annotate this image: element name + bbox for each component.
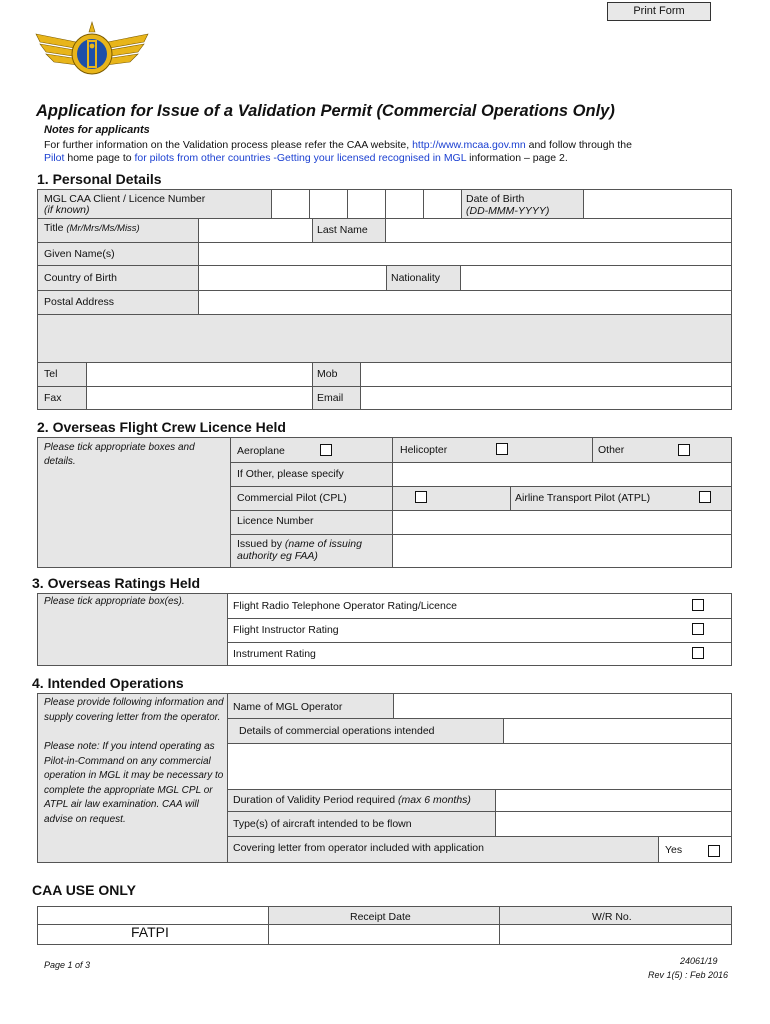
issued-by-note: (name of issuing xyxy=(284,538,362,550)
dob-format-label: (DD-MMM-YYYY) xyxy=(466,205,550,217)
label-cell xyxy=(38,314,731,362)
receipt-date-field[interactable] xyxy=(269,925,498,944)
cpl-label: Commercial Pilot (CPL) xyxy=(237,492,347,504)
wr-number-field[interactable] xyxy=(500,925,731,944)
postal-address-field[interactable] xyxy=(199,291,731,313)
postal-address-label: Postal Address xyxy=(44,296,115,308)
other-label: Other xyxy=(598,444,625,456)
issued-by-text: Issued by xyxy=(237,538,282,550)
col-divider xyxy=(392,437,393,462)
rating-instrument-checkbox[interactable] xyxy=(692,647,704,659)
aircraft-type-field[interactable] xyxy=(496,812,731,835)
dob-label: Date of Birth xyxy=(466,193,525,205)
operator-name-label: Name of MGL Operator xyxy=(233,701,343,713)
title-options: (Mr/Mrs/Ms/Miss) xyxy=(66,223,140,234)
rating-frto-label: Flight Radio Telephone Operator Rating/Licence xyxy=(233,600,457,612)
notes-text: information – page 2. xyxy=(469,152,568,164)
cpl-checkbox[interactable] xyxy=(415,491,427,503)
given-names-field[interactable] xyxy=(199,243,731,264)
nationality-label: Nationality xyxy=(391,272,441,284)
revision: Rev 1(5) : Feb 2016 xyxy=(648,970,729,980)
col-divider xyxy=(312,362,313,410)
nationality-field[interactable] xyxy=(461,266,731,289)
issued-by-label xyxy=(237,538,362,550)
rating-frto-checkbox[interactable] xyxy=(692,599,704,611)
caa-use-only-heading: CAA USE ONLY xyxy=(32,882,136,898)
caa-website-link[interactable]: http://www.mcaa.gov.mn xyxy=(412,139,526,151)
page-number: Page 1 of 3 xyxy=(44,960,91,970)
label-cell xyxy=(231,438,731,462)
notes-line-1 xyxy=(44,139,632,151)
col-divider xyxy=(658,836,659,863)
issued-by-note-2: authority eg FAA) xyxy=(237,550,318,562)
section-1-heading: 1. Personal Details xyxy=(37,171,162,187)
row-divider xyxy=(227,718,732,719)
rating-instrument-label: Instrument Rating xyxy=(233,648,316,660)
row-divider xyxy=(37,314,732,315)
notes-text: home page to xyxy=(67,152,132,164)
col-divider xyxy=(227,593,228,666)
col-divider xyxy=(503,718,504,743)
if-other-label: If Other, please specify xyxy=(237,468,344,480)
client-number-digit-field[interactable] xyxy=(272,190,308,217)
last-name-label: Last Name xyxy=(317,224,368,236)
pilots-other-countries-link[interactable]: for pilots from other countries -Getting your licensed recognised in MGL xyxy=(134,152,467,164)
form-code: 24061/19 xyxy=(680,956,718,966)
email-label: Email xyxy=(317,392,344,404)
row-divider xyxy=(230,486,732,487)
client-number-digit-field[interactable] xyxy=(386,190,422,217)
title-field[interactable] xyxy=(199,219,311,241)
aeroplane-checkbox[interactable] xyxy=(320,444,332,456)
fax-field[interactable] xyxy=(87,387,311,409)
pilot-link[interactable]: Pilot xyxy=(44,152,65,164)
col-divider xyxy=(312,218,313,242)
client-number-digit-field[interactable] xyxy=(424,190,460,217)
issued-by-field[interactable] xyxy=(393,535,731,567)
country-of-birth-field[interactable] xyxy=(199,266,385,289)
section-3-heading: 3. Overseas Ratings Held xyxy=(32,575,201,591)
if-other-field[interactable] xyxy=(393,463,731,485)
operator-name-field[interactable] xyxy=(394,694,731,717)
title-text: Title xyxy=(44,222,64,234)
row-divider xyxy=(227,618,732,619)
section-2-heading: 2. Overseas Flight Crew Licence Held xyxy=(37,419,286,435)
details-label: Details of commercial operations intended xyxy=(239,725,435,737)
wr-number-label: W/R No. xyxy=(592,911,632,923)
atpl-label: Airline Transport Pilot (ATPL) xyxy=(515,492,651,504)
helicopter-label: Helicopter xyxy=(400,444,448,456)
receipt-date-label: Receipt Date xyxy=(350,911,411,923)
other-checkbox[interactable] xyxy=(678,444,690,456)
duration-note: (max 6 months) xyxy=(397,794,471,806)
dob-field[interactable] xyxy=(584,190,731,217)
last-name-field[interactable] xyxy=(386,219,731,241)
notes-text: and follow through the xyxy=(528,139,632,151)
aeroplane-label: Aeroplane xyxy=(237,445,285,457)
row-divider xyxy=(227,836,732,837)
page-title: Application for Issue of a Validation Permit (Commercial Operations Only) xyxy=(36,102,615,120)
ratings-note: Please tick appropriate box(es). xyxy=(44,596,185,607)
tel-label: Tel xyxy=(44,368,58,380)
duration-text: Duration of Validity Period required xyxy=(233,794,396,806)
covering-letter-label: Covering letter from operator included with application xyxy=(233,842,484,854)
helicopter-checkbox[interactable] xyxy=(496,443,508,455)
duration-label xyxy=(233,794,471,806)
mob-label: Mob xyxy=(317,368,338,380)
client-number-label: MGL CAA Client / Licence Number xyxy=(44,193,206,205)
if-known-label: (if known) xyxy=(44,204,90,216)
col-divider xyxy=(230,437,231,568)
licence-note: Please tick appropriate boxes and details. xyxy=(44,442,195,467)
given-names-label: Given Name(s) xyxy=(44,248,115,260)
fatpi-label: FATPI xyxy=(131,924,169,940)
rating-instructor-label: Flight Instructor Rating xyxy=(233,624,339,636)
aircraft-type-label: Type(s) of aircraft intended to be flown xyxy=(233,818,412,830)
caa-logo xyxy=(34,20,150,84)
col-divider xyxy=(386,265,387,290)
print-form-button[interactable]: Print Form xyxy=(607,2,711,21)
duration-field[interactable] xyxy=(496,790,731,810)
fax-label: Fax xyxy=(44,392,62,404)
operations-note-1: Please provide following information and supply covering letter from the operator. xyxy=(44,697,224,723)
col-divider xyxy=(592,437,593,462)
licence-number-field[interactable] xyxy=(393,511,731,533)
row-divider xyxy=(227,642,732,643)
col-divider xyxy=(510,486,511,510)
client-number-digit-field[interactable] xyxy=(310,190,346,217)
operations-note-2: Please note: If you intend operating as Pilot-in-Command on any commercial operation in MGL it may be necessary to complete the appropriate MGL CPL or ATPL air law examination. CAA will advise on request. xyxy=(44,741,224,825)
client-number-digit-field[interactable] xyxy=(348,190,384,217)
licence-number-label: Licence Number xyxy=(237,515,314,527)
notes-text: For further information on the Validation process please refer the CAA website, xyxy=(44,139,410,151)
country-of-birth-label: Country of Birth xyxy=(44,272,117,284)
title-label xyxy=(44,222,140,235)
mob-field[interactable] xyxy=(361,363,731,385)
atpl-checkbox[interactable] xyxy=(699,491,711,503)
col-divider xyxy=(461,189,462,218)
section-4-heading: 4. Intended Operations xyxy=(32,675,184,691)
email-field[interactable] xyxy=(361,387,731,409)
tel-field[interactable] xyxy=(87,363,311,385)
yes-label: Yes xyxy=(665,844,683,856)
notes-heading: Notes for applicants xyxy=(44,124,150,136)
rating-instructor-checkbox[interactable] xyxy=(692,623,704,635)
covering-letter-checkbox[interactable] xyxy=(708,845,720,857)
notes-line-2 xyxy=(44,152,568,164)
details-field[interactable] xyxy=(228,744,731,788)
